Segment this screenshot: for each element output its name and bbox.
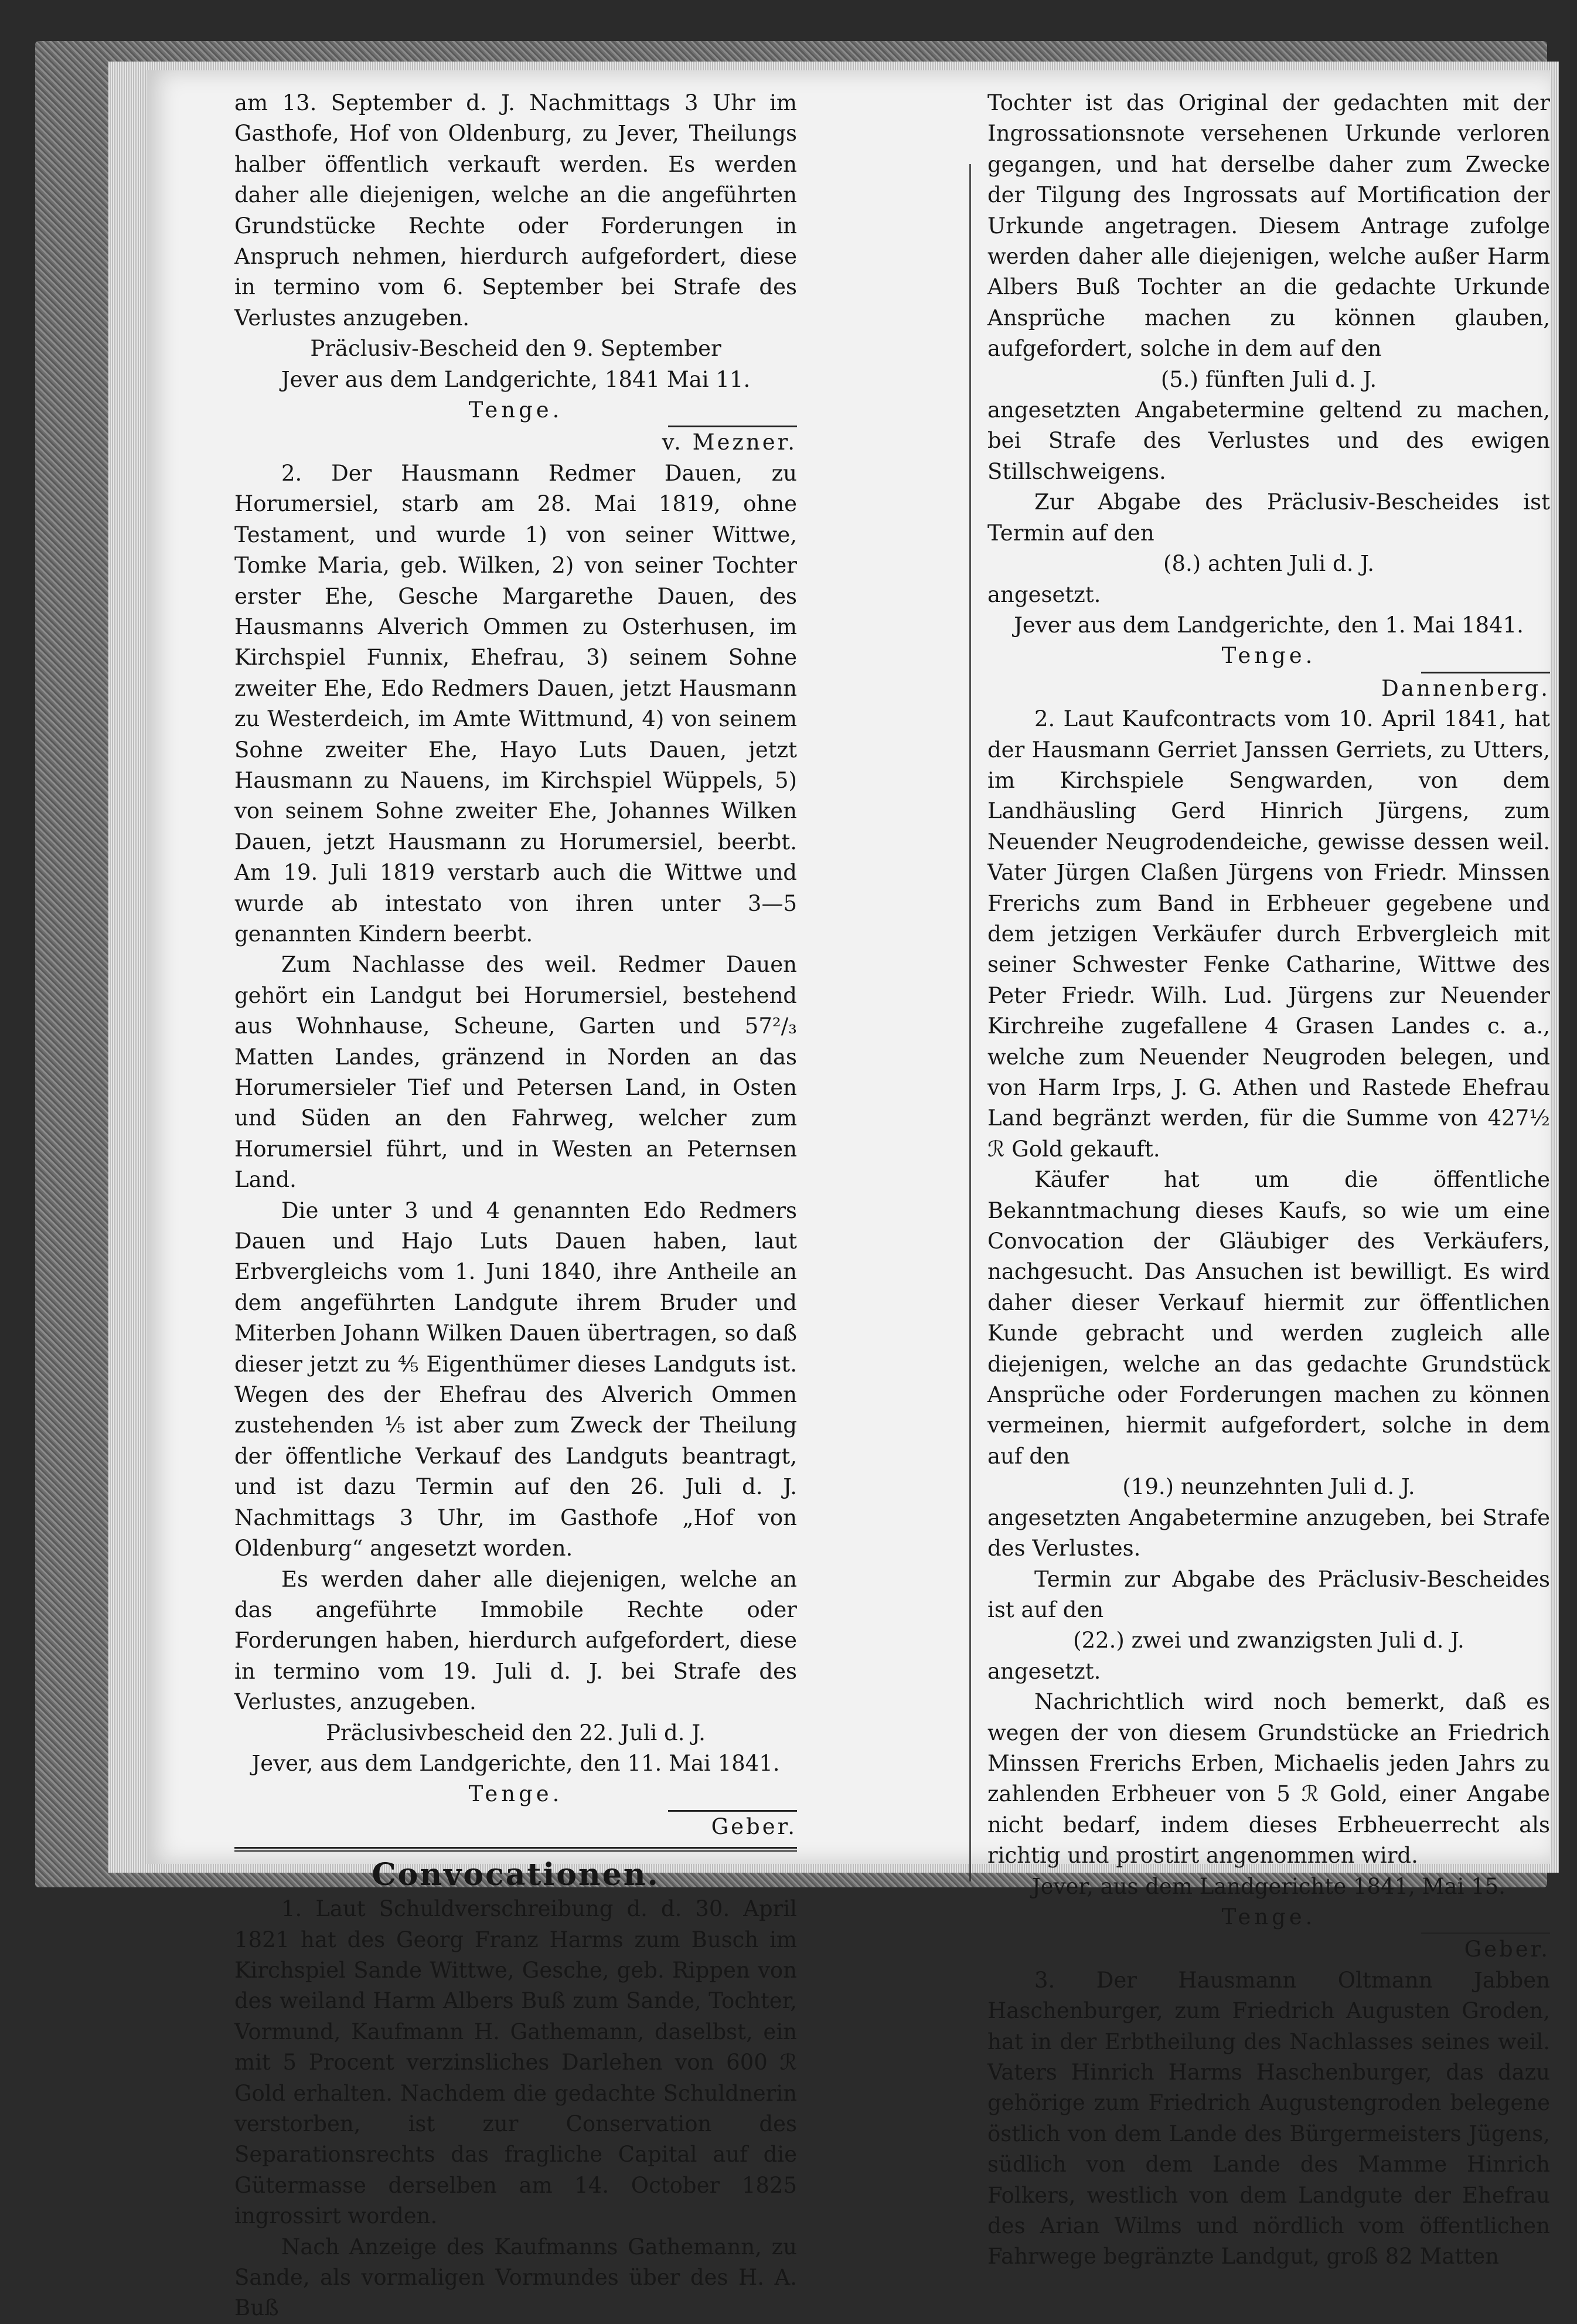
paragraph: Es werden daher alle diejenigen, welche an das angeführte Immobile Rechte oder Forderungen haben, hierdurch aufgefordert, diese in termino vom 19. Juli d. J. bei Strafe des Verlustes, anzugeben. [234,1566,797,1715]
paragraph: angesetzt. [987,1658,1101,1684]
preclusive-line: Präclusiv-Bescheid den 9. September [310,336,721,362]
column-divider [969,164,971,1881]
signature-tenge: Tenge. [468,397,563,423]
dateline: Jever aus dem Landgerichte, den 1. Mai 1841. [1014,612,1524,638]
deadline-line: (22.) zwei und zwanzigsten Juli d. J. [1073,1628,1464,1653]
dateline: Jever, aus dem Landgerichte 1841, Mai 15. [1031,1873,1506,1899]
section-heading: Convocationen. [372,1857,660,1893]
paragraph: 1. Laut Schuldverschreibung d. d. 30. April 1821 hat des Georg Franz Harms zum Busch im Kirchspiel Sande Wittwe, Gesche, geb. Rippen von des weiland Harm Albers Buß zum Sande, Tochter, Vormund, Kaufmann H. Gathemann, daselbst, ein mit 5 Procent verzinsliches Darlehen von 600 ℛ Gold erhalten. Nachdem die gedachte Schuldnerin verstorben, ist zur Conservation des Separationsrechts das fragliche Capital auf die Gütermasse derselben am 14. October 1825 ingrossirt worden. [234,1896,797,2229]
signature-mezner: v. Mezner. [662,430,797,455]
paragraph: angesetzten Angabetermine geltend zu machen, bei Strafe des Verlustes und des ewigen Stillschweigens. [987,397,1550,484]
right-column [987,88,1550,2272]
signature-geber: Geber. [711,1813,797,1839]
deadline-line: (8.) achten Juli d. J. [1163,551,1374,577]
paragraph: 2. Laut Kaufcontracts vom 10. April 1841, hat der Hausmann Gerriet Janssen Gerriets, zu Utters, im Kirchspiele Sengwarden, von dem Landhäusling Gerd Hinrich Jürgens, zum Neuender Neugrodendeiche, gewisse dessen weil. Vater Jürgen Claßen Jürgens von Friedr. Minssen Frerichs zum Band in Erbheuer gegebene und dem jetzigen Verkäufer durch Erbvergleich mit seiner Schwester Fenke Catharine, Wittwe des Peter Friedr. Wilh. Lud. Jürgens zur Neuender Kirchreihe zugefallene 4 Grasen Landes c. a., welche zum Neuender Neugroden belegen, und von Harm Irps, J. G. Athen und Rastede Ehefrau Land begränzt werden, für die Summe von 427½ ℛ Gold gekauft. [987,706,1550,1162]
paragraph: Nachrichtlich wird noch bemerkt, daß es wegen der von diesem Grundstücke an Friedrich Minssen Frerichs Erben, Michaelis jeden Jahrs zu zahlenden Erbheuer von 5 ℛ Gold, einer Angabe nicht bedarf, indem dieses Erbheuerrecht als richtig und prostirt angenommen wird. [987,1689,1550,1869]
left-column [234,88,797,2324]
paragraph: Termin zur Abgabe des Präclusiv-Bescheides ist auf den [987,1566,1550,1622]
paragraph: angesetzt. [987,581,1101,607]
paragraph: Die unter 3 und 4 genannten Edo Redmers Dauen und Hajo Luts Dauen haben, laut Erbvergleichs vom 1. Juni 1840, ihre Antheile an dem angeführten Landgute ihrem Bruder und Miterben Johann Wilken Dauen übertragen, so daß dieser jetzt zu ⅘ Eigenthümer dieses Landguts ist. Wegen des der Ehefrau des Alverich Ommen zustehenden ⅕ ist aber zum Zweck der Theilung der öffentliche Verkauf des Landguts beantragt, und ist dazu Termin auf den 26. Juli d. J. Nachmittags 3 Uhr, im Gasthofe „Hof von Oldenburg“ angesetzt worden. [234,1197,797,1561]
signature-dannenberg: Dannenberg. [1381,675,1550,701]
paragraph: angesetzten Angabetermine anzugeben, bei Strafe des Verlustes. [987,1505,1550,1561]
deadline-line: (5.) fünften Juli d. J. [1160,366,1377,392]
signature-tenge: Tenge. [1221,1904,1316,1930]
paragraph: Zum Nachlasse des weil. Redmer Dauen gehört ein Landgut bei Horumersiel, bestehend aus Wohnhause, Scheune, Garten und 57²/₃ Matten Landes, gränzend in Norden an das Horumersieler Tief und Petersen Land, in Osten und Süden an den Fahrweg, welcher zum Horumersiel führt, und in Westen an Peternsen Land. [234,952,797,1193]
paragraph: 2. Der Hausmann Redmer Dauen, zu Horumersiel, starb am 28. Mai 1819, ohne Testament, und wurde 1) von seiner Wittwe, Tomke Maria, geb. Wilken, 2) von seiner Tochter erster Ehe, Gesche Margarethe Dauen, des Hausmanns Alverich Ommen zu Osterhusen, im Kirchspiel Funnix, Ehefrau, 3) seinem Sohne zweiter Ehe, Edo Redmers Dauen, jetzt Hausmann zu Westerdeich, im Amte Wittmund, 4) von seinem Sohne zweiter Ehe, Hayo Luts Dauen, jetzt Hausmann zu Nauens, im Kirchspiel Wüppels, 5) von seinem Sohne zweiter Ehe, Johannes Wilken Dauen, jetzt Hausmann zu Horumersiel, beerbt. Am 19. Juli 1819 verstarb auch die Wittwe und wurde ab intestato von ihren unter 3—5 genannten Kindern beerbt. [234,460,797,947]
paragraph: Zur Abgabe des Präclusiv-Bescheides ist Termin auf den [987,489,1550,546]
signature-tenge: Tenge. [468,1781,563,1807]
deadline-line: (19.) neunzehnten Juli d. J. [1122,1474,1415,1500]
paragraph: 3. Der Hausmann Oltmann Jabben Haschenburger, zum Friedrich Augusten Groden, hat in der Erbtheilung des Nachlasses seines weil. Vaters Hinrich Harms Haschenburger, das dazu gehörige zum Friedrich Augustengroden belegene östlich von dem Lande des Bürgermeisters Jügens, südlich von dem Lande des Mamme Hinrich Folkers, westlich von dem Landgute der Ehefrau des Arian Wilms und nördlich vom öffentlichen Fahrwege begränzte Landgut, groß 82 Matten [987,1967,1550,2269]
paragraph: Käufer hat um die öffentliche Bekanntmachung dieses Kaufs, so wie um eine Convocation der Gläubiger des Verkäufers, nachgesucht. Das Ansuchen ist bewilligt. Es wird daher dieser Verkauf hiermit zur öffentlichen Kunde gebracht und werden zugleich alle diejenigen, welche an das gedachte Grundstück Ansprüche oder Forderungen machen zu können vermeinen, hiermit aufgefordert, solche in dem auf den [987,1167,1550,1469]
signature-geber: Geber. [1464,1937,1550,1962]
paragraph: Nach Anzeige des Kaufmanns Gathemann, zu Sande, als vormaligen Vormundes über des H. A. Buß [234,2234,797,2321]
section-rule [234,1847,797,1852]
dateline: Jever, aus dem Landgerichte, den 11. Mai 1841. [251,1750,780,1776]
signature-tenge: Tenge. [1221,643,1316,669]
dateline: Jever aus dem Landgerichte, 1841 Mai 11. [281,366,751,392]
preclusive-line: Präclusivbescheid den 22. Juli d. J. [326,1720,706,1745]
paragraph: Tochter ist das Original der gedachten mit der Ingrossationsnote versehenen Urkunde verloren gegangen, und hat derselbe daher zum Zwecke der Tilgung des Ingrossats auf Mortification der Urkunde angetragen. Diesem Antrage zufolge werden daher alle diejenigen, welche außer Harm Albers Buß Tochter an die gedachte Urkunde Ansprüche machen zu können glauben, aufgefordert, solche in dem auf den [987,90,1550,362]
paragraph: am 13. September d. J. Nachmittags 3 Uhr im Gasthofe, Hof von Oldenburg, zu Jever, Theilungs halber öffentlich verkauft werden. Es werden daher alle diejenigen, welche an die angeführten Grundstücke Rechte oder Forderungen in Anspruch nehmen, hierdurch aufgefordert, diese in termino vom 6. September bei Strafe des Verlustes anzugeben. [234,90,797,331]
